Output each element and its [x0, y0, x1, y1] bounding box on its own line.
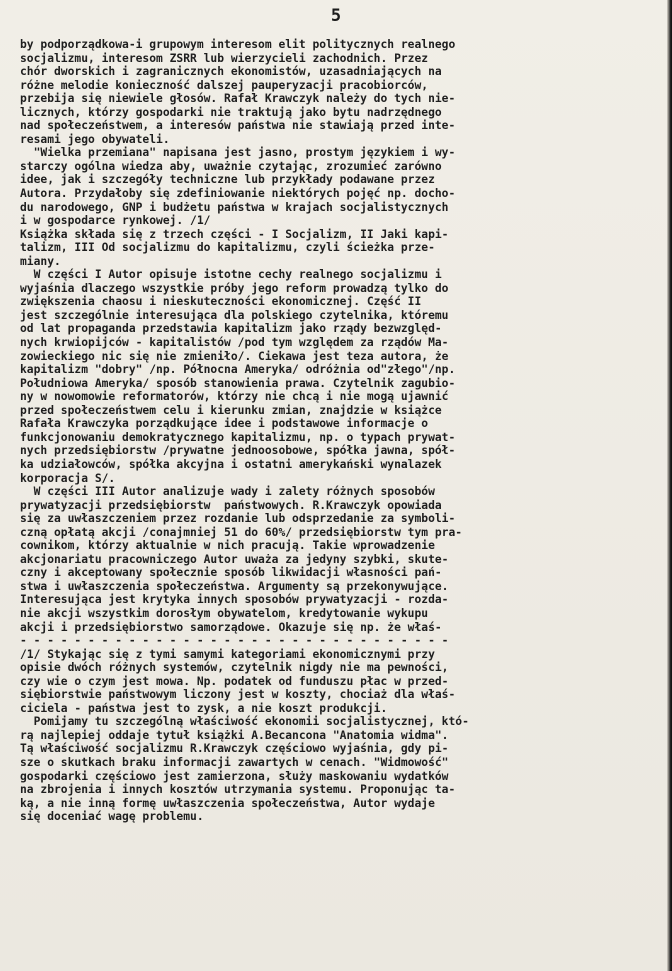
- text-line: na zbrojenia i innych kosztów utrzymania systemu. Proponując ta-: [20, 783, 456, 797]
- text-line: przebija się niewiele głosów. Rafał Krawczyk należy do tych nie-: [20, 92, 456, 106]
- text-line: /1/ Stykając się z tymi samymi kategoriami ekonomicznymi przy: [20, 647, 435, 661]
- text-line: sze o skutkach braku informacji zawartych w cenach. "Widmowość": [20, 755, 449, 769]
- text-line: prywatyzacji przedsiębiorstw państwowych. R.Krawczyk opowiada: [20, 498, 442, 512]
- text-line: zwiększenia chaosu i nieskuteczności ekonomicznej. Część II: [20, 295, 422, 309]
- text-line: stwa i uwłaszczenia społeczeństwa. Argumenty są przekonywujące.: [20, 579, 449, 593]
- text-line: gospodarki częściowo jest zamierzona, służy maskowaniu wydatków: [20, 769, 449, 783]
- text-line: socjalizmu, interesom ZSRR lub wierzycieli zachodnich. Przez: [20, 51, 429, 65]
- text-line: ką, a nie inną formę uwłaszczenia społeczeństwa, Autor wydaje: [20, 796, 435, 810]
- page-edge-shadow: [667, 0, 672, 971]
- text-line: jest szczególnie interesująca dla polskiego czytelnika, któremu: [20, 308, 449, 322]
- text-line: korporacja S/.: [20, 471, 116, 485]
- text-line: czną opłatą akcji /conajmniej 51 do 60%/ przedsiębiorstw tym pra-: [20, 525, 463, 539]
- text-line: funkcjonowaniu demokratycznego kapitalizmu, np. o typach prywat-: [20, 430, 456, 444]
- text-line: talizm, III Od socjalizmu do kapitalizmu, czyli ścieżka prze-: [20, 241, 435, 255]
- text-line: i w gospodarce rynkowej. /1/: [20, 214, 211, 228]
- text-line: ciciela - państwa jest to zysk, a nie koszt produkcji.: [20, 701, 388, 715]
- text-line: miany.: [20, 254, 61, 268]
- text-line: - - - - - - - - - - - - - - - - - - - - - - - - - - - - - - - -: [20, 634, 449, 648]
- text-line: czy wie o czym jest mowa. Np. podatek od funduszu płac w przed-: [20, 674, 449, 688]
- text-line: wyjaśnia dlaczego wszystkie próby jego reform prowadzą tylko do: [20, 281, 449, 295]
- text-line: idee, jak i szczegóły techniczne lub przykłady podawane przez: [20, 173, 435, 187]
- text-line: starczy ogólna wiedza aby, uważnie czytając, zrozumieć zarówno: [20, 159, 442, 173]
- text-line: Rafała Krawczyka porządkujące idee i podstawowe informacje o: [20, 417, 429, 431]
- text-line: nych przedsiębiorstw /prywatne jednoosobowe, spółka jawna, spół-: [20, 444, 456, 458]
- page-number: 5: [330, 6, 342, 26]
- text-line: "Wielka przemiana" napisana jest jasno, prostym językiem i wy-: [20, 146, 456, 160]
- body-text: [20, 38, 650, 824]
- text-line: się za uwłaszczeniem przez rozdanie lub odsprzedanie za symboli-: [20, 512, 456, 526]
- text-line: akcjonariatu pracowniczego Autor uważa za jedyny szybki, skute-: [20, 552, 449, 566]
- text-line: resami jego obywateli.: [20, 132, 170, 146]
- text-line: kapitalizm "dobry" /np. Północna Ameryka/ odróżnia od"złego"/np.: [20, 363, 456, 377]
- text-line: Interesująca jest krytyka innych sposobów prywatyzacji - rozda-: [20, 593, 449, 607]
- text-line: Południowa Ameryka/ sposób stanowienia prawa. Czytelnik zagubio-: [20, 376, 456, 390]
- text-line: W części I Autor opisuje istotne cechy realnego socjalizmu i: [20, 268, 442, 282]
- text-line: się doceniać wagę problemu.: [20, 810, 204, 824]
- text-line: nie akcji wszystkim dorosłym obywatelom, kredytowanie wykupu: [20, 606, 429, 620]
- text-line: ka udziałowców, spółka akcyjna i ostatni amerykański wynalazek: [20, 457, 442, 471]
- text-line: Autora. Przydałoby się zdefiniowanie niektórych pojęć np. docho-: [20, 187, 456, 201]
- text-line: rą najlepiej oddaje tytuł książki A.Becancona "Anatomia widma".: [20, 728, 449, 742]
- text-line: zowieckiego nic się nie zmieniło/. Ciekawa jest teza autora, że: [20, 349, 449, 363]
- text-line: akcji i przedsiębiorstwo samorządowe. Okazuje się np. że właś-: [20, 620, 442, 634]
- text-line: czny i akceptowany społecznie sposób likwidacji własności pań-: [20, 566, 442, 580]
- text-line: du narodowego, GNP i budżetu państwa w krajach socjalistycznych: [20, 200, 449, 214]
- text-line: licznych, którzy gospodarki nie traktują jako bytu nadrzędnego: [20, 105, 442, 119]
- text-line: przed społeczeństwem celu i kierunku zmian, znajdzie w książce: [20, 403, 442, 417]
- text-line: opisie dwóch różnych systemów, czytelnik nigdy nie ma pewności,: [20, 661, 449, 675]
- text-line: od lat propaganda przedstawia kapitalizm jako rządy bezwzględ-: [20, 322, 442, 336]
- text-line: W części III Autor analizuje wady i zalety różnych sposobów: [20, 485, 435, 499]
- text-line: chór dworskich i zagranicznych ekonomistów, uzasadniających na: [20, 65, 442, 79]
- text-line: by podporządkowa-i grupowym interesom elit politycznych realnego: [20, 38, 456, 51]
- text-line: nych krwiopijców - kapitalistów /pod tym względem za rządów Ma-: [20, 336, 449, 350]
- text-line: nad społeczeństwem, a interesów państwa nie stawiają przed inte-: [20, 119, 456, 133]
- text-line: różne melodie konieczność dalszej pauperyzacji pracobiorców,: [20, 78, 429, 92]
- text-line: ny w nowomowie reformatorów, którzy nie chcą i nie mogą ujawnić: [20, 390, 449, 404]
- text-line: Tą właściwość socjalizmu R.Krawczyk częściowo wyjaśnia, gdy pi-: [20, 742, 449, 756]
- text-line: Książka składa się z trzech części - I Socjalizm, II Jaki kapi-: [20, 227, 449, 241]
- text-line: Pomijamy tu szczególną właściwość ekonomii socjalistycznej, któ-: [20, 715, 469, 729]
- text-line: siębiorstwie państwowym liczony jest w koszty, chociaż dla właś-: [20, 688, 456, 702]
- text-line: cownikom, którzy aktualnie w nich pracują. Takie wprowadzenie: [20, 539, 435, 553]
